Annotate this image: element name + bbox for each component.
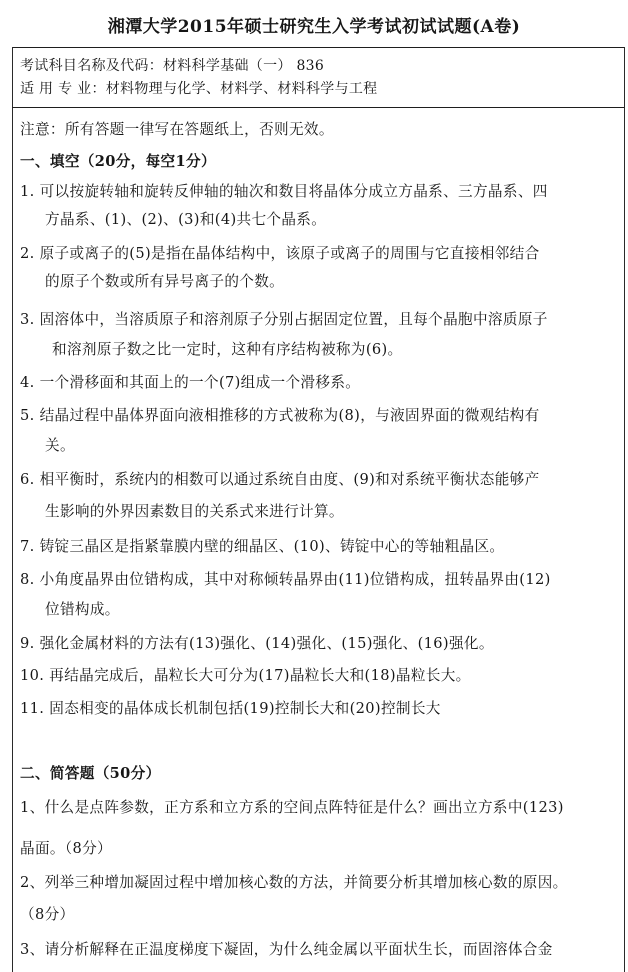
text-line: 关。 (45, 437, 75, 454)
text-line: 2、列举三种增加凝固过程中增加核心数的方法，并简要分析其增加核心数的原因。 (20, 874, 568, 891)
text-line: 生影响的外界因素数目的关系式来进行计算。 (45, 503, 344, 520)
text-line: 3、请分析解释在正温度梯度下凝固，为什么纯金属以平面状生长，而固溶体合金 (20, 941, 553, 958)
top-rule (12, 47, 624, 48)
text-line: 1、什么是点阵参数，正方系和立方系的空间点阵特征是什么？画出立方系中(123) (20, 799, 564, 816)
text-line: 8. 小角度晶界由位错构成，其中对称倾转晶界由(11)位错构成，扭转晶界由(12) (20, 571, 551, 588)
text-line: 方晶系、(1)、(2)、(3)和(4)共七个晶系。 (45, 211, 327, 228)
major-row (20, 78, 377, 98)
text-line: 2. 原子或离子的(5)是指在晶体结构中，该原子或离子的周围与它直接相邻结合 (20, 245, 540, 262)
text-line: 和溶剂原子数之比一定时，这种有序结构被称为(6)。 (52, 341, 403, 358)
text-line: 注意：所有答题一律写在答题纸上，否则无效。 (20, 121, 334, 138)
text-line: 晶面。（8分） (20, 840, 112, 857)
text-line: 1. 可以按旋转轴和旋转反伸轴的轴次和数目将晶体分成立方晶系、三方晶系、四 (20, 183, 548, 200)
text-line: （8分） (20, 906, 75, 923)
text-line: 4. 一个滑移面和其面上的一个(7)组成一个滑移系。 (20, 374, 361, 391)
page-title: 湘潭大学2015年硕士研究生入学考试初试试题(A卷) (107, 17, 521, 37)
subject-value: 材料科学基础（一） 836 (163, 58, 325, 74)
subject-row (20, 55, 324, 75)
major-value: 材料物理与化学、材料学、材料科学与工程 (105, 81, 378, 97)
text-line: 二、简答题（50分） (20, 765, 161, 782)
text-line: 位错构成。 (45, 601, 120, 618)
left-border (12, 47, 13, 972)
text-line: 的原子个数或所有异号离子的个数。 (45, 273, 285, 290)
text-line: 3. 固溶体中，当溶质原子和溶剂原子分别占据固定位置，且每个晶胞中溶质原子 (20, 311, 548, 328)
text-line: 10. 再结晶完成后，晶粒长大可分为(17)晶粒长大和(18)晶粒长大。 (20, 667, 471, 684)
major-label: 适 用 专 业： (20, 81, 106, 97)
text-line: 6. 相平衡时，系统内的相数可以通过系统自由度、(9)和对系统平衡状态能够产 (20, 471, 540, 488)
text-line: 11. 固态相变的晶体成长机制包括(19)控制长大和(20)控制长大 (20, 700, 441, 717)
text-line: 9. 强化金属材料的方法有(13)强化、(14)强化、(15)强化、(16)强化。 (20, 635, 494, 652)
text-line: 5. 结晶过程中晶体界面向液相推移的方式被称为(8)，与液固界面的微观结构有 (20, 407, 540, 424)
header-rule (12, 107, 624, 108)
text-line: 一、填空（20分，每空1分） (20, 153, 216, 170)
text-line: 7. 铸锭三晶区是指紧靠膜内壁的细晶区、(10)、铸锭中心的等轴粗晶区。 (20, 538, 505, 555)
subject-label: 考试科目名称及代码： (20, 58, 163, 74)
